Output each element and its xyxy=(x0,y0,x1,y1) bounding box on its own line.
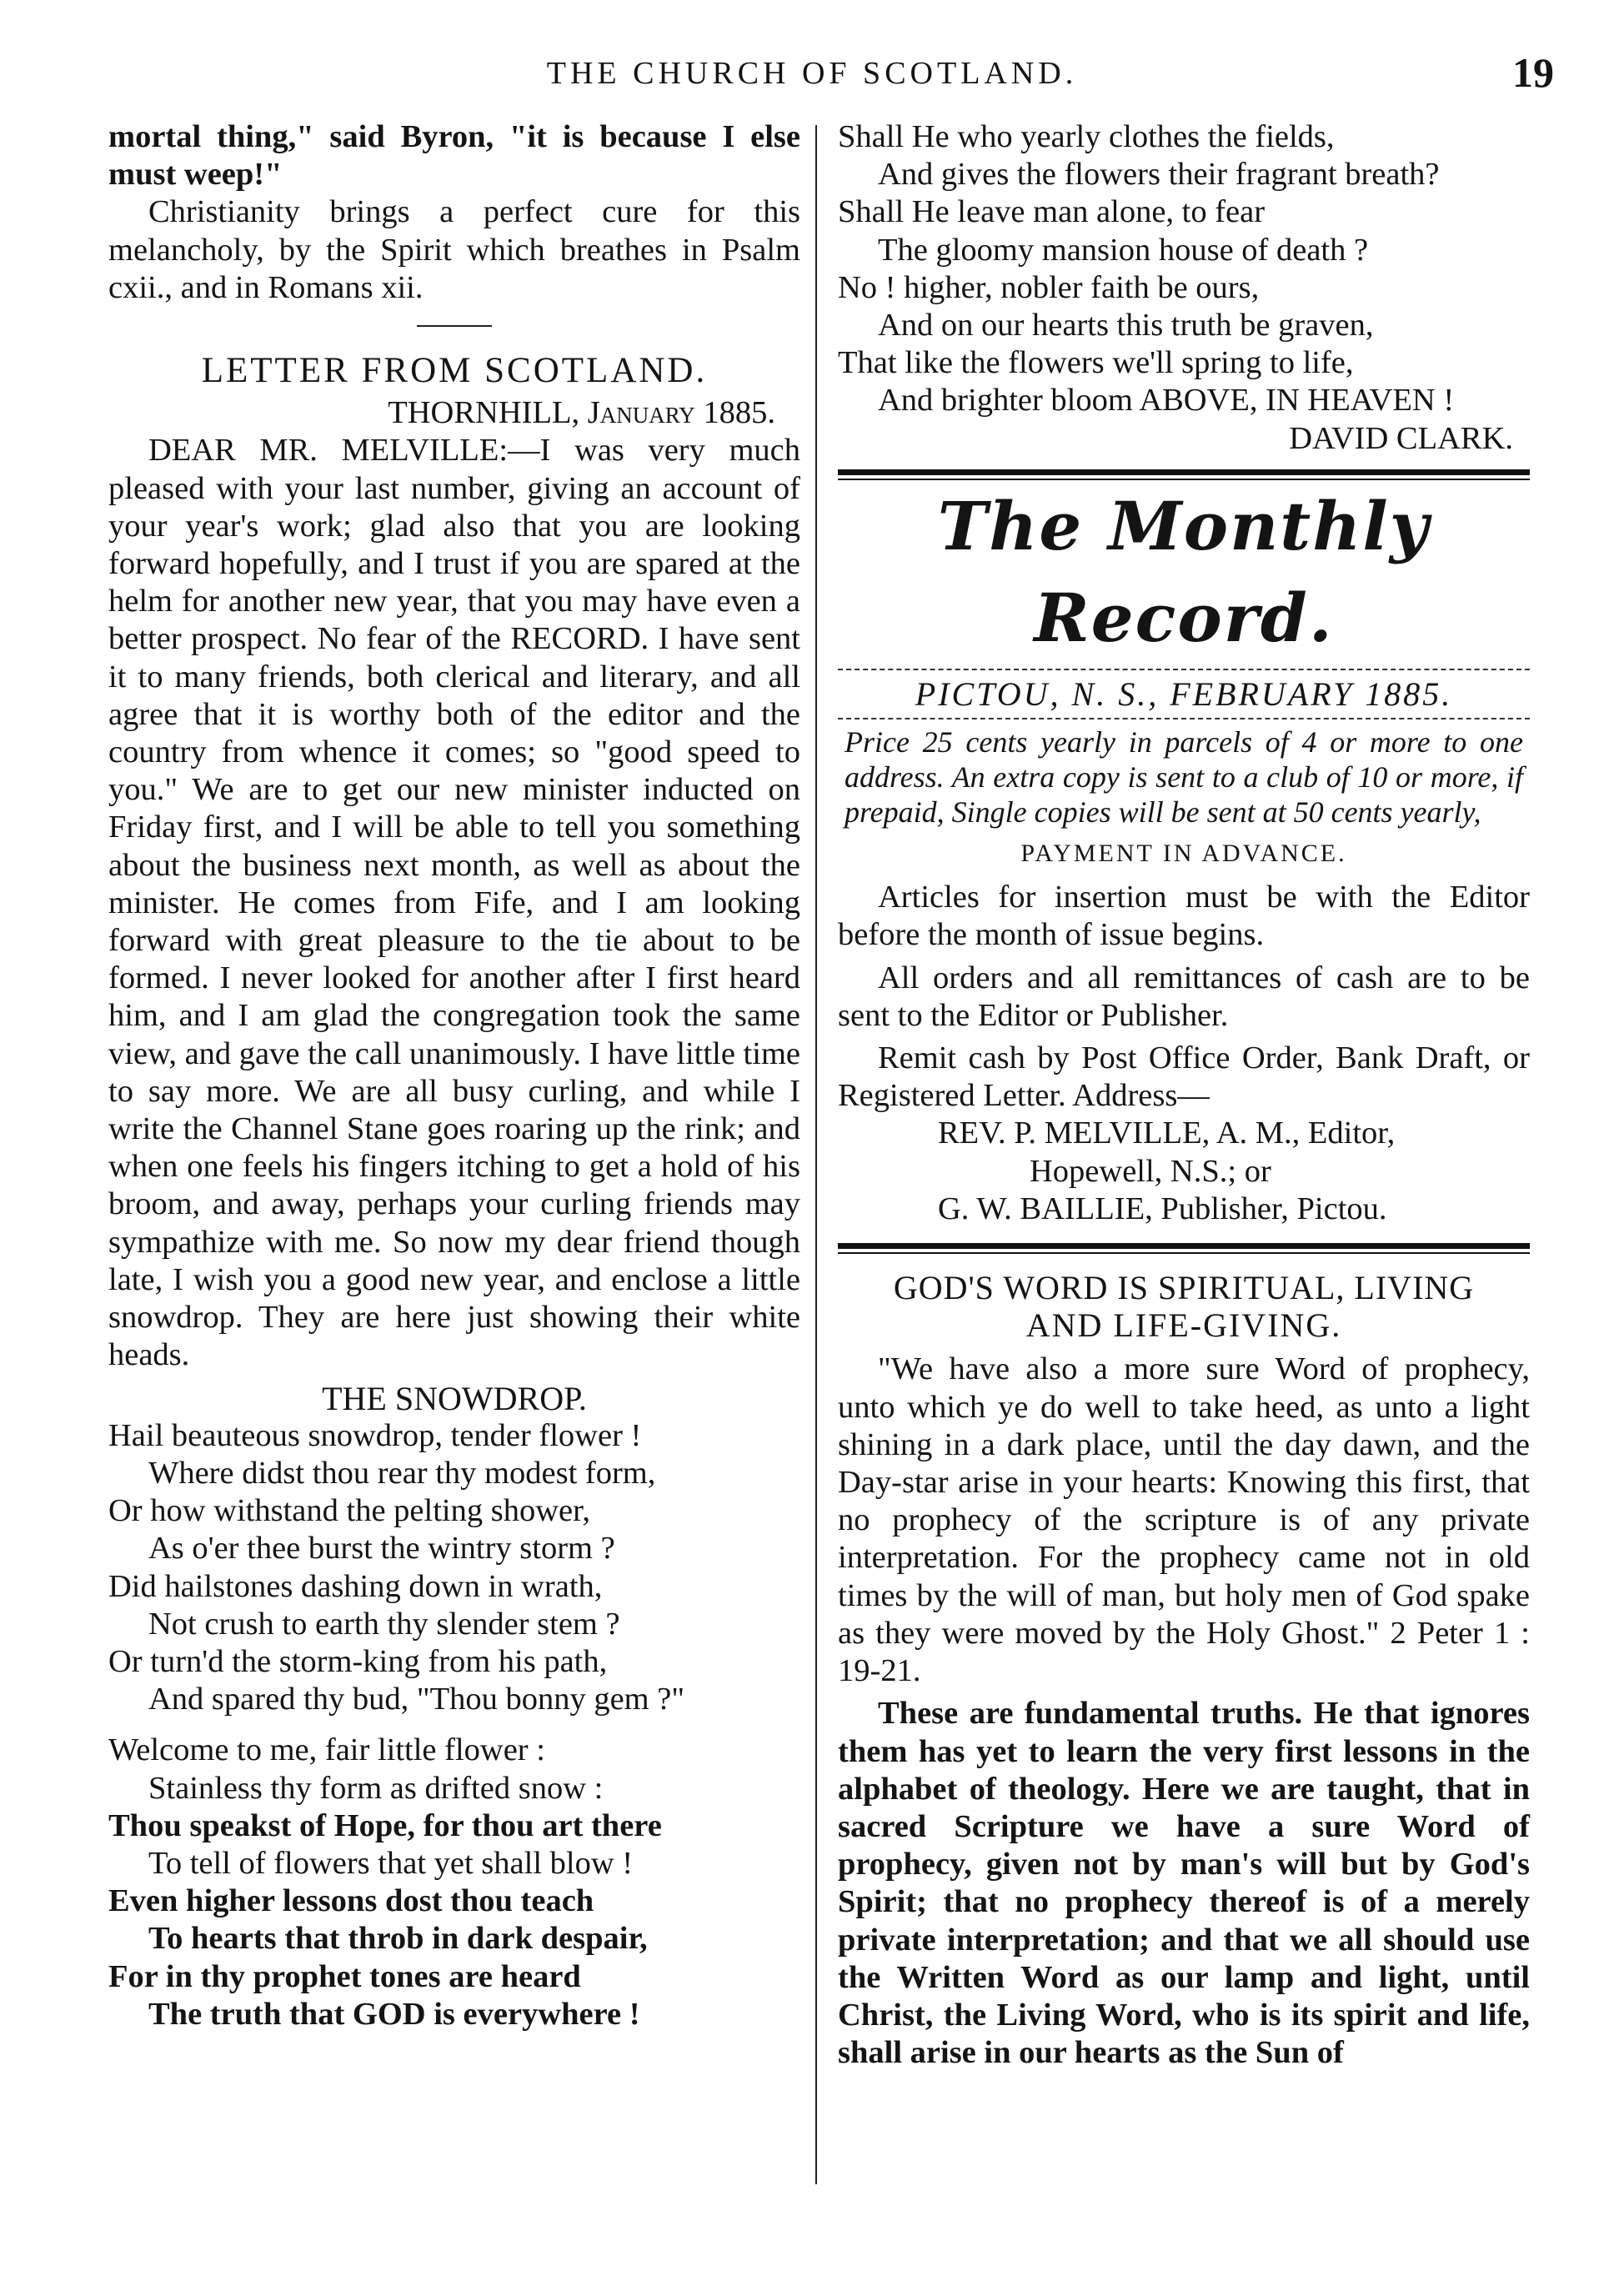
article-heading-1: GOD'S WORD IS SPIRITUAL, LIVING xyxy=(893,1269,1475,1307)
address-publisher: G. W. BAILLIE, Publisher, Pictou. xyxy=(938,1191,1387,1226)
poem-line: Even higher lessons dost thou teach xyxy=(108,1883,594,1919)
poem-title: THE SNOWDROP. xyxy=(322,1379,587,1417)
masthead-rule-bottom-thin xyxy=(838,1252,1530,1254)
running-head xyxy=(0,48,1624,98)
masthead-dateline: PICTOU, N. S., FEBRUARY 1885. xyxy=(915,674,1453,713)
poem-line: And brighter bloom ABOVE, IN HEAVEN ! xyxy=(878,383,1455,419)
masthead-rule xyxy=(838,669,1530,670)
poem-line: Where didst thou rear thy modest form, xyxy=(148,1455,656,1491)
poem-line: And spared thy bud, "Thou bonny gem ?" xyxy=(148,1682,685,1717)
poem-line: To hearts that throb in dark despair, xyxy=(148,1921,648,1957)
masthead-rule-bottom xyxy=(838,1243,1530,1249)
left-column xyxy=(108,118,800,2033)
intro-paragraph-1: mortal thing," said Byron, "it is because I else must weep!" xyxy=(108,119,800,193)
address-hopewell: Hopewell, N.S.; or xyxy=(1030,1153,1271,1189)
poem-stanza-2 xyxy=(108,1732,800,2033)
running-title: THE CHURCH OF SCOTLAND. xyxy=(546,56,1078,91)
section-divider xyxy=(417,325,492,327)
poem-line: And gives the flowers their fragrant breath? xyxy=(878,157,1440,193)
intro-paragraph-2: Christianity brings a perfect cure for this melancholy, by the Spirit which breathes in Psalm cxii., and in Romans xii. xyxy=(108,194,800,305)
poem-line: The gloomy mansion house of death ? xyxy=(878,232,1369,268)
notice-remit: Remit cash by Post Office Order, Bank Draft, or Registered Letter. Address— xyxy=(838,1040,1530,1114)
poem-line: Or turn'd the storm-king from his path, xyxy=(108,1643,608,1679)
letter-dateline: THORNHILL, January 1885. xyxy=(388,395,775,431)
letter-heading: LETTER FROM SCOTLAND. xyxy=(201,351,708,391)
masthead-rule xyxy=(838,718,1530,719)
poem-line: No ! higher, nobler faith be ours, xyxy=(838,269,1260,305)
poem-line: To tell of flowers that yet shall blow ! xyxy=(148,1845,634,1881)
poem-line: As o'er thee burst the wintry storm ? xyxy=(148,1531,615,1567)
poem-stanza-3 xyxy=(838,118,1530,420)
masthead-rule-top xyxy=(838,469,1530,475)
poem-line: Shall He who yearly clothes the fields, xyxy=(838,119,1335,154)
poem-line: Shall He leave man alone, to fear xyxy=(838,194,1266,230)
poem-line: Stainless thy form as drifted snow : xyxy=(148,1770,604,1806)
poem-line: Not crush to earth thy slender stem ? xyxy=(148,1606,620,1642)
poem-line: The truth that GOD is everywhere ! xyxy=(148,1996,640,2032)
subscription-terms: Price 25 cents yearly in parcels of 4 or more to one address. An extra copy is sent to a club of 10 or more, if prepaid, Single copies will be sent at 50 cents yearly, xyxy=(845,725,1523,830)
poem-stanza-1 xyxy=(108,1417,800,1719)
address-editor: REV. P. MELVILLE, A. M., Editor, xyxy=(938,1115,1396,1151)
article-body: These are fundamental truths. He that ignores them has yet to learn the very first lessons in the alphabet of theology. Here we are taught, that in sacred Scripture we have a sure Word of prophecy, given not by man's will but by God's Spirit; that no prophecy thereof is of a merely private interpretation; and that we all should use the Written Word as our lamp and light, until Christ, the Living Word, who is its spirit and life, shall arise in our hearts as the Sun of xyxy=(838,1696,1530,2071)
payment-notice: PAYMENT IN ADVANCE. xyxy=(1020,840,1347,868)
poem-line: And on our hearts this truth be graven, xyxy=(878,308,1374,343)
poem-line: For in thy prophet tones are heard xyxy=(108,1958,581,1994)
poem-author: DAVID CLARK. xyxy=(1289,420,1513,456)
poem-line: Or how withstand the pelting shower, xyxy=(108,1493,591,1529)
poem-line: Did hailstones dashing down in wrath, xyxy=(108,1568,603,1604)
masthead-title: The Monthly Record. xyxy=(937,486,1431,657)
page-number: 19 xyxy=(1512,49,1554,96)
poem-line: Thou speakst of Hope, for thou art there xyxy=(108,1807,662,1843)
notice-articles: Articles for insertion must be with the Editor before the month of issue begins. xyxy=(838,880,1530,953)
column-rule xyxy=(815,125,817,2184)
letter-body: DEAR MR. MELVILLE:—I was very much pleased with your last number, giving an account of your year's work; glad also that you are looking forward hopefully, and I trust if you are spared at the helm for another new year, that you may have even a better prospect. No fear of the RECORD. I have sent it to many friends, both clerical and literary, and all agree that it is worthy both of the editor and the country from whence it comes; so "good speed to you." We are to get our new minister inducted on Friday first, and I will be able to tell you something about the business next month, as well as about the minister. He comes from Fife, and I am looking forward with great pleasure to the tie about to be formed. I never looked for another after I first heard him, and I am glad the congregation took the same view, and gave the call unanimously. I have little time to say more. We are all busy curling, and while I write the Channel Stane goes roaring up the rink; and when one feels his fingers itching to get a hold of his broom, and away, perhaps your curling friends may sympathize with me. So now my dear friend though late, I wish you a good new year, and enclose a little snowdrop. They are here just showing their white heads. xyxy=(108,433,800,1373)
article-quote: "We have also a more sure Word of prophecy, unto which ye do well to take heed, as unto a light shining in a dark place, until the day dawn, and the Day-star arise in your hearts: Knowing this first, that no prophecy of the scripture is of any private interpretation. For the prophecy came not in old times by the will of man, but holy men of God spake as they were moved by the Holy Ghost." 2 Peter 1 : 19-21. xyxy=(838,1351,1530,1689)
poem-line: Welcome to me, fair little flower : xyxy=(108,1732,545,1768)
notice-orders: All orders and all remittances of cash are to be sent to the Editor or Publisher. xyxy=(838,960,1530,1033)
poem-line: That like the flowers we'll spring to life, xyxy=(838,345,1354,381)
poem-line: Hail beauteous snowdrop, tender flower ! xyxy=(108,1417,642,1453)
right-column xyxy=(838,118,1530,2072)
article-heading-2: AND LIFE-GIVING. xyxy=(1025,1306,1342,1345)
